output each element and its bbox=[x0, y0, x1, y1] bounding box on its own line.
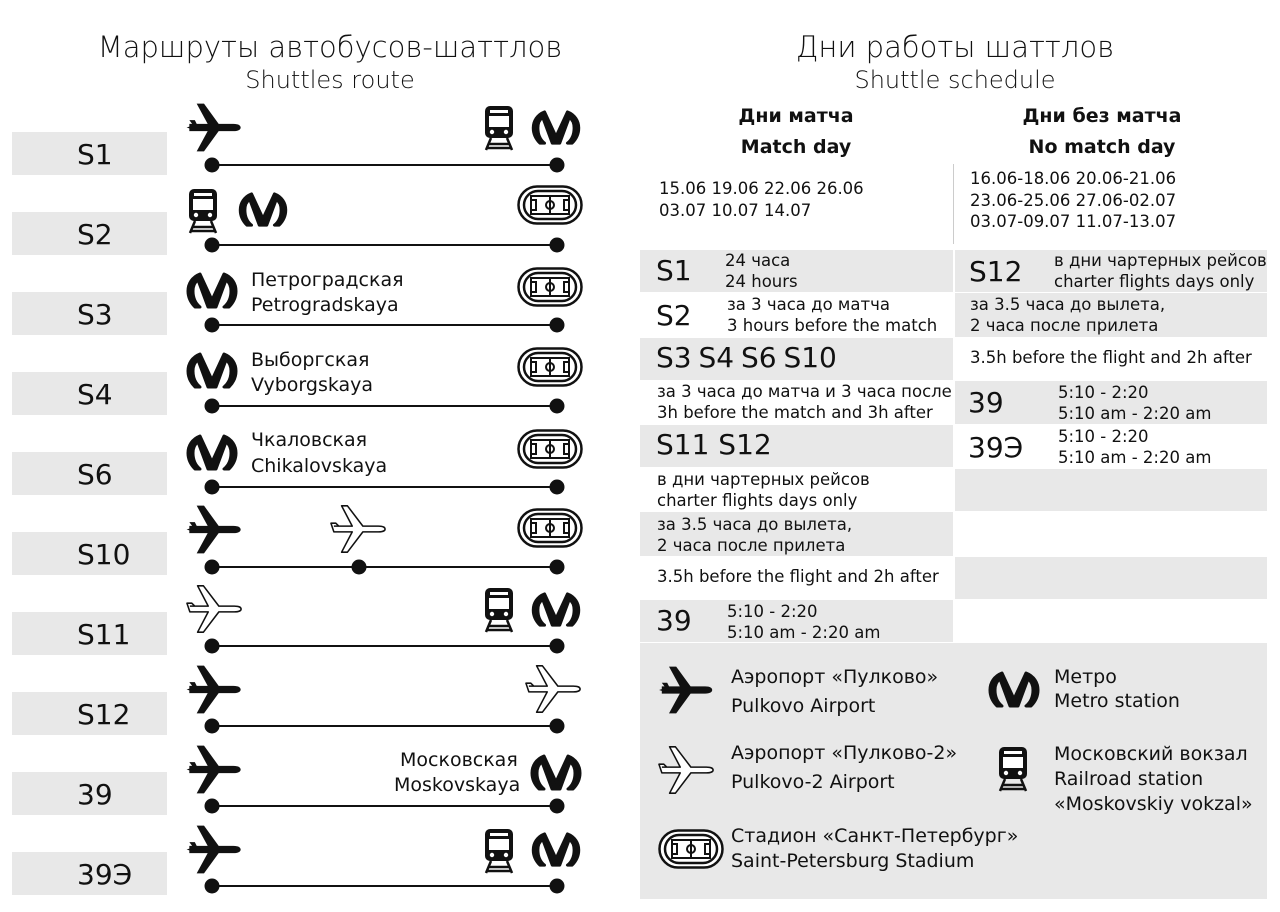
metro-icon bbox=[532, 756, 580, 789]
metro-icon bbox=[988, 669, 1040, 709]
airplane-icon bbox=[187, 104, 241, 152]
route-label-s2: S2 bbox=[12, 212, 167, 255]
schedule-row-s12-en bbox=[955, 338, 1267, 380]
legend bbox=[640, 643, 1267, 899]
legend-metro-ru: Метро bbox=[1054, 666, 1117, 688]
legend-rail-ru: Московский вокзал bbox=[1054, 743, 1248, 765]
schedule-text-en: charter flights days only bbox=[1054, 272, 1255, 291]
routes-subtitle: Shuttles route bbox=[245, 66, 415, 94]
metro-icon bbox=[188, 274, 236, 307]
no-match-dates-line1: 16.06-18.06 20.06-21.06 bbox=[970, 169, 1177, 188]
schedule-time: 5:10 am - 2:20 am bbox=[727, 623, 881, 642]
schedule-row-s11-times bbox=[640, 512, 953, 556]
match-dates-line2: 03.07 10.07 14.07 bbox=[659, 201, 812, 220]
legend-rail-en: Railroad station bbox=[1054, 768, 1204, 790]
schedule-text-en: 24 hours bbox=[725, 272, 798, 291]
schedule-text-ru: 2 часа после прилета bbox=[970, 316, 1159, 335]
route-code: 39 bbox=[656, 604, 692, 637]
station-name-ru: Петроградская bbox=[251, 269, 404, 291]
legend-stadium-en: Saint-Petersburg Stadium bbox=[731, 850, 975, 872]
legend-airport-en: Pulkovo Airport bbox=[731, 695, 876, 717]
airplane-outline-icon bbox=[187, 586, 241, 632]
airplane-outline-icon bbox=[526, 666, 580, 712]
route-code: 39 bbox=[968, 386, 1004, 419]
schedule-text-en: 3 hours before the match bbox=[727, 316, 938, 335]
train-icon bbox=[189, 189, 217, 233]
schedule-time: 5:10 am - 2:20 am bbox=[1058, 448, 1212, 467]
station-name-en: Chikalovskaya bbox=[251, 455, 388, 477]
route-codes: S3 S4 S6 S10 bbox=[656, 341, 837, 374]
station-name-en: Petrogradskaya bbox=[251, 294, 399, 316]
schedule-subtitle: Shuttle schedule bbox=[854, 66, 1056, 94]
schedule-time: 5:10 - 2:20 bbox=[1058, 427, 1149, 446]
schedule-text-ru: в дни чартерных рейсов bbox=[1054, 251, 1267, 270]
schedule-row-s2 bbox=[640, 293, 953, 337]
legend-stadium-ru: Стадион «Санкт-Петербург» bbox=[731, 825, 1019, 847]
train-icon bbox=[485, 106, 513, 150]
stadium-icon bbox=[658, 829, 724, 869]
schedule-row-s11-en bbox=[640, 557, 953, 599]
schedule-row-39-nomatch bbox=[955, 381, 1267, 424]
route-code: S12 bbox=[969, 255, 1023, 288]
route-label-s4: S4 bbox=[12, 372, 167, 415]
match-day-header-ru: Дни матча bbox=[738, 105, 854, 127]
route-label-s10: S10 bbox=[12, 532, 167, 575]
metro-icon bbox=[240, 194, 286, 225]
train-icon bbox=[485, 588, 513, 632]
station-name-en: Vyborgskaya bbox=[251, 374, 374, 396]
schedule-text-ru: в дни чартерных рейсов bbox=[657, 470, 870, 489]
route-label-s6: S6 bbox=[12, 452, 167, 495]
no-match-dates-line2: 23.06-25.06 27.06-02.07 bbox=[970, 191, 1177, 210]
stadium-icon bbox=[519, 187, 582, 224]
schedule-text-en: 3.5h before the flight and 2h after bbox=[657, 567, 939, 586]
empty-row bbox=[955, 557, 1267, 599]
column-divider bbox=[953, 164, 954, 244]
schedule-text-ru: за 3.5 часа до вылета, bbox=[970, 295, 1166, 314]
schedule-text-ru: 24 часа bbox=[725, 251, 791, 270]
schedule-row-39e-nomatch bbox=[955, 425, 1267, 469]
metro-icon bbox=[188, 436, 236, 469]
route-label-39e: 39Э bbox=[12, 852, 167, 895]
legend-metro-en: Metro station bbox=[1054, 690, 1180, 712]
schedule-row-s3-s10 bbox=[640, 338, 953, 380]
schedule-row-s12-times bbox=[955, 293, 1267, 337]
no-match-day-header-en: No match day bbox=[1028, 136, 1176, 158]
legend-rail-en2: «Moskovskiy vokzal» bbox=[1054, 793, 1253, 815]
stadium-icon bbox=[519, 510, 582, 547]
schedule-text-ru: за 3.5 часа до вылета, bbox=[657, 515, 853, 534]
airplane-outline-icon bbox=[331, 506, 385, 552]
schedule-text-en: charter flights days only bbox=[657, 491, 858, 510]
airplane-icon bbox=[187, 506, 241, 554]
metro-icon bbox=[188, 354, 236, 387]
airplane-outline-icon bbox=[658, 741, 716, 799]
schedule-time: 5:10 - 2:20 bbox=[1058, 383, 1149, 402]
match-dates-line1: 15.06 19.06 22.06 26.06 bbox=[659, 179, 864, 198]
empty-row bbox=[955, 469, 1267, 511]
train-icon bbox=[996, 743, 1030, 795]
legend-airport2-en: Pulkovo-2 Airport bbox=[731, 771, 895, 793]
route-label-39: 39 bbox=[12, 772, 167, 815]
schedule-row-39 bbox=[640, 600, 953, 642]
train-icon bbox=[485, 829, 513, 873]
schedule-time: 5:10 am - 2:20 am bbox=[1058, 404, 1212, 423]
airplane-icon bbox=[187, 826, 241, 874]
route-codes: S11 S12 bbox=[656, 428, 772, 461]
route-label-s11: S11 bbox=[12, 612, 167, 655]
metro-icon bbox=[533, 834, 579, 865]
route-code: S1 bbox=[656, 254, 692, 287]
match-day-header-en: Match day bbox=[740, 136, 852, 158]
schedule-row-s11-s12 bbox=[640, 425, 953, 467]
routes-title: Маршруты автобусов-шаттлов bbox=[97, 30, 563, 64]
route-label-s1: S1 bbox=[12, 132, 167, 175]
metro-icon bbox=[533, 594, 579, 625]
station-name-ru: Московская bbox=[400, 749, 518, 771]
stadium-icon bbox=[519, 431, 582, 468]
route-label-s3: S3 bbox=[12, 292, 167, 335]
schedule-time: 5:10 - 2:20 bbox=[727, 602, 818, 621]
schedule-row-s11-text bbox=[640, 467, 953, 511]
metro-icon bbox=[533, 112, 579, 143]
schedule-row-s12-nomatch bbox=[955, 250, 1267, 292]
stadium-icon bbox=[519, 349, 582, 386]
schedule-text-ru: 2 часа после прилета bbox=[657, 536, 846, 555]
schedule-row-s1 bbox=[640, 250, 953, 292]
station-name-en: Moskovskaya bbox=[394, 774, 521, 796]
no-match-dates-line3: 03.07-09.07 11.07-13.07 bbox=[970, 212, 1177, 231]
station-name-ru: Выборгская bbox=[251, 349, 370, 371]
schedule-text-ru: за 3 часа до матча и 3 часа после bbox=[657, 382, 952, 401]
route-label-s12: S12 bbox=[12, 692, 167, 735]
legend-airport-ru: Аэропорт «Пулково» bbox=[731, 666, 939, 688]
schedule-row-s3-text bbox=[640, 380, 953, 424]
legend-airport2-ru: Аэропорт «Пулково-2» bbox=[731, 742, 958, 764]
route-code: S2 bbox=[656, 299, 692, 332]
airplane-icon bbox=[187, 666, 241, 714]
route-code: 39Э bbox=[968, 431, 1024, 464]
schedule-text-ru: за 3 часа до матча bbox=[727, 295, 890, 314]
schedule-title: Дни работы шаттлов bbox=[795, 30, 1115, 64]
no-match-day-header-ru: Дни без матча bbox=[1022, 105, 1182, 127]
schedule-text-en: 3.5h before the flight and 2h after bbox=[970, 348, 1252, 367]
airplane-icon bbox=[658, 663, 716, 717]
stadium-icon bbox=[519, 269, 582, 306]
airplane-icon bbox=[187, 746, 241, 794]
station-name-ru: Чкаловская bbox=[251, 429, 368, 451]
schedule-text-en: 3h before the match and 3h after bbox=[657, 403, 933, 422]
